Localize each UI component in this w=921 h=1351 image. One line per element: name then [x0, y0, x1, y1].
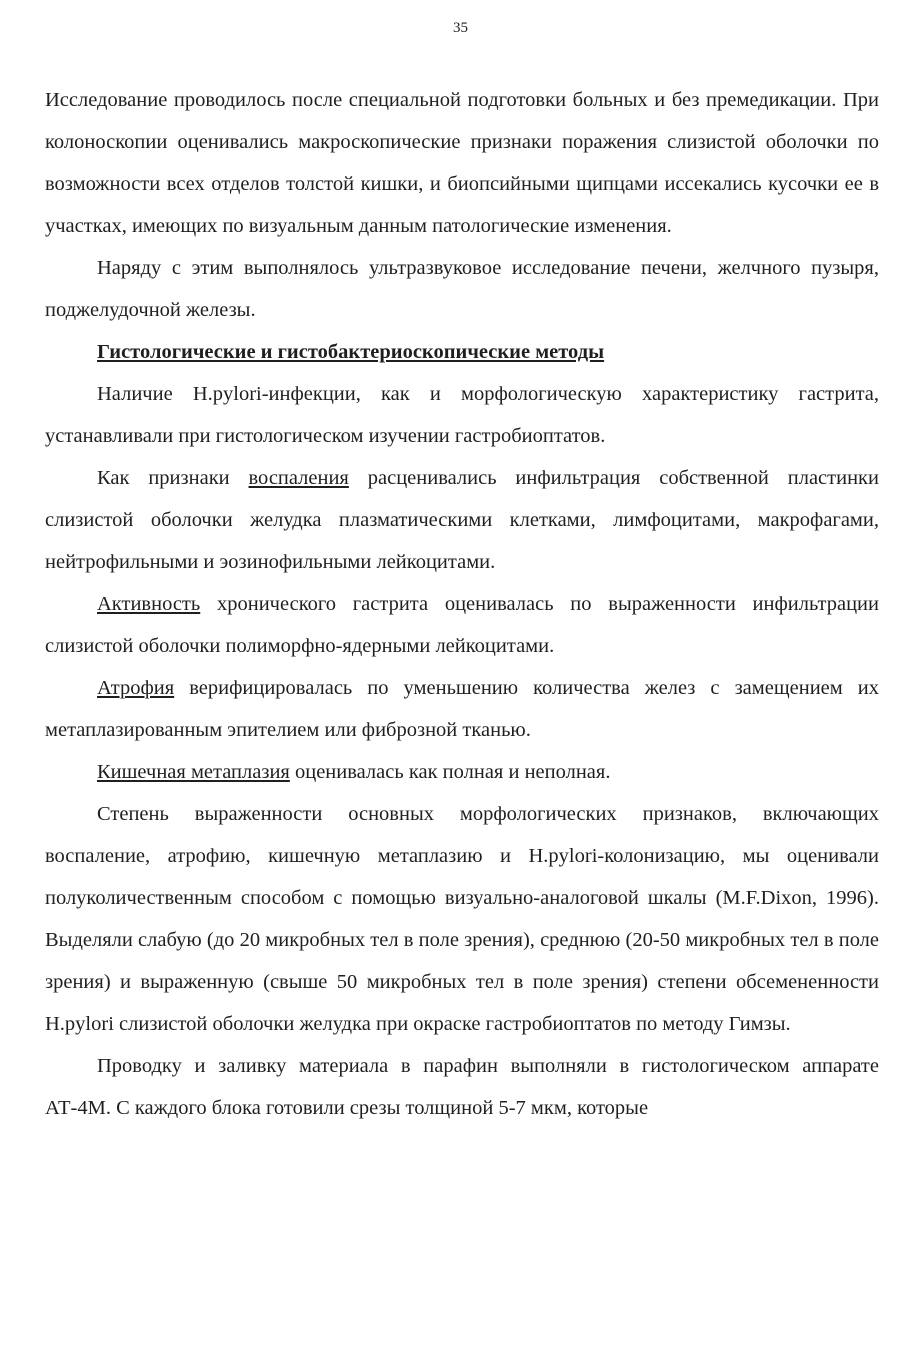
metaplasia-text: оценивалась как полная и неполная.: [289, 761, 611, 783]
section-heading: Гистологические и гистобактериоскопические методы: [97, 341, 605, 363]
paragraph-ultrasound: Наряду с этим выполнялось ультразвуковое исследование печени, желчного пузыря, поджелудочной железы.: [45, 257, 879, 321]
paragraph-metaplasia: [45, 751, 879, 793]
paragraph-hpylori: Наличие H.pylori-инфекции, как и морфологическую характеристику гастрита, устанавливали при гистологическом изучении гастробиоптатов.: [45, 383, 879, 447]
term-activity: Активность: [97, 593, 201, 615]
inflammation-lead: Как признаки: [97, 467, 249, 489]
activity-text: хронического гастрита оценивалась по выраженности инфильтрации слизистой оболочки полиморфно-ядерными лейкоцитами.: [45, 593, 879, 657]
term-inflammation: воспаления: [248, 467, 349, 489]
page-number: 35: [453, 20, 468, 36]
inflammation-text: расценивались инфильтрация собственной пластинки слизистой оболочки желудка плазматическими клетками, лимфоцитами, макрофагами, нейтрофильными и эозинофильными лейкоцитами.: [45, 467, 879, 573]
paragraph-colonoscopy: Исследование проводилось после специальной подготовки больных и без премедикации. При колоноскопии оценивались макроскопические признаки поражения слизистой оболочки по возможности всех отделов толстой кишки, и биопсийными щипцами иссекались кусочки ее в участках, имеющих по визуальным данным патологические изменения.: [45, 89, 879, 237]
paragraph-atrophy: [45, 667, 879, 751]
paragraph-activity: [45, 583, 879, 667]
body-text: [45, 79, 879, 1129]
atrophy-text: верифицировалась по уменьшению количества желез с замещением их метаплазированным эпителием или фиброзной тканью.: [45, 677, 879, 741]
paragraph-severity: Степень выраженности основных морфологических признаков, включающих воспаление, атрофию, кишечную метаплазию и H.pylori-колонизацию, мы оценивали полуколичественным способом с помощью визуально-аналоговой шкалы (M.F.Dixon, 1996). Выделяли слабую (до 20 микробных тел в поле зрения), среднюю (20-50 микробных тел в поле зрения) и выраженную (свыше 50 микробных тел в поле зрения) степени обсемененности H.pylori слизистой оболочки желудка при окраске гастробиоптатов по методу Гимзы.: [45, 803, 879, 1035]
term-metaplasia: Кишечная метаплазия: [97, 761, 290, 783]
term-atrophy: Атрофия: [97, 677, 175, 699]
paragraph-inflammation: [45, 457, 879, 583]
paragraph-paraffin: Проводку и заливку материала в парафин выполняли в гистологическом аппарате АТ-4М. С каждого блока готовили срезы толщиной 5-7 мкм, которые: [45, 1055, 879, 1119]
